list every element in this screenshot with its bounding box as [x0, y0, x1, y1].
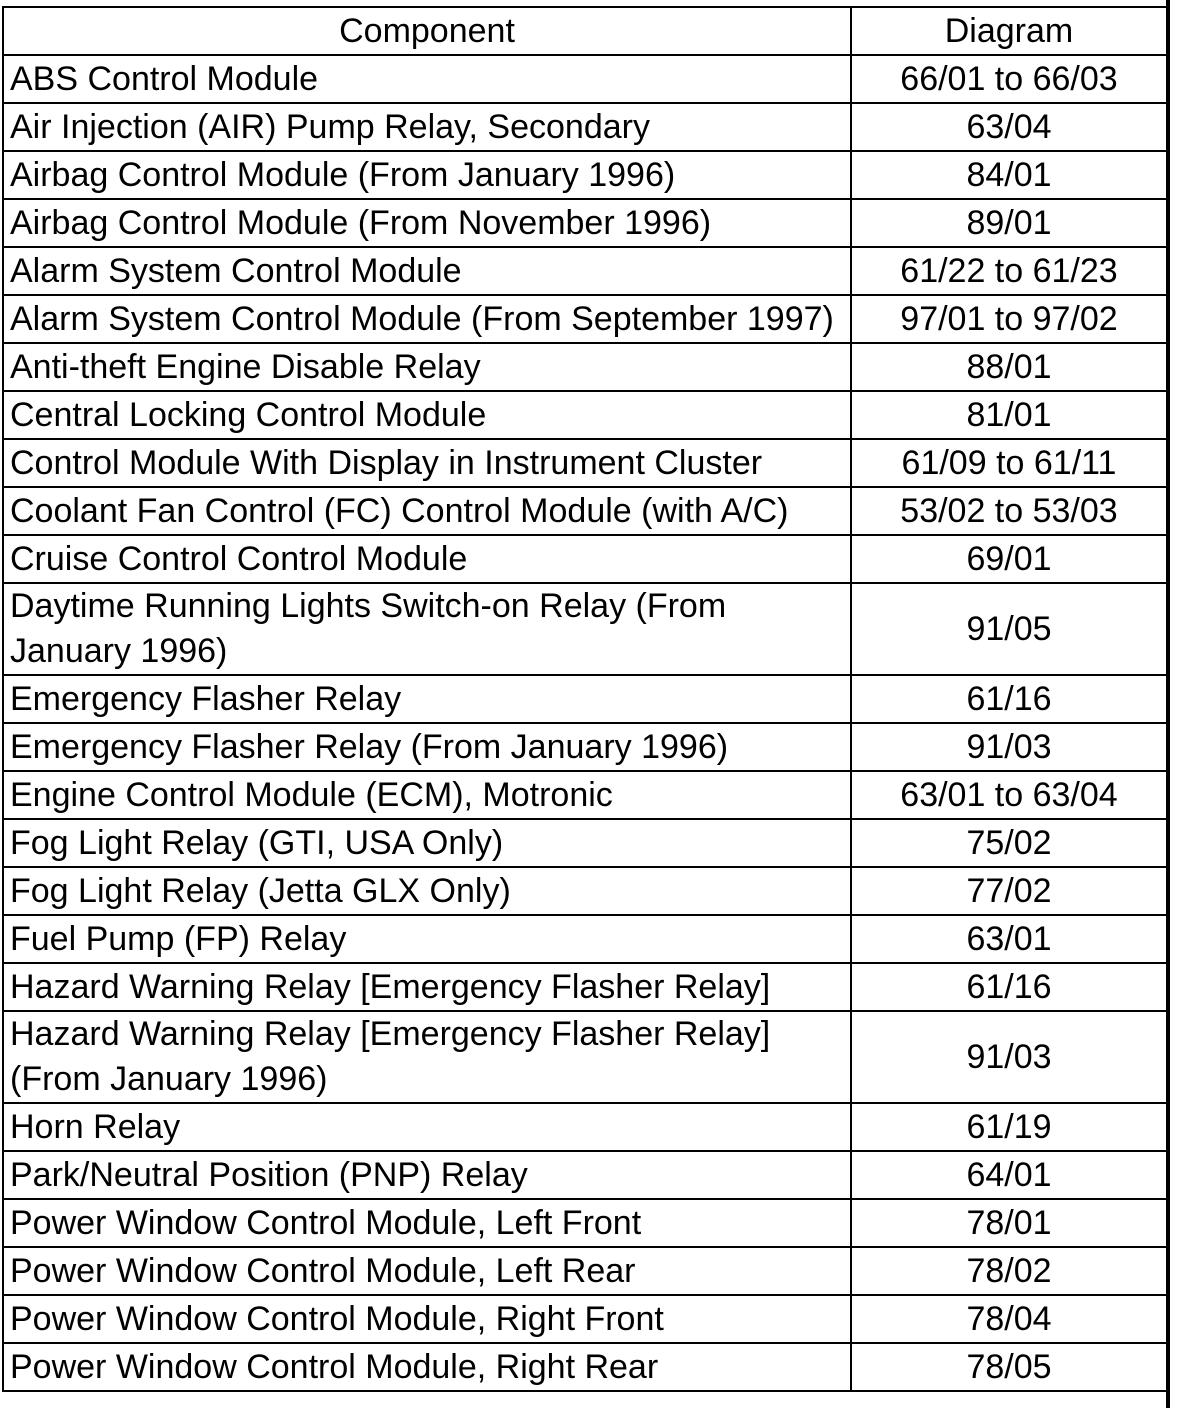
table-row [3, 1343, 1167, 1391]
diagram-cell: 91/03 [851, 1011, 1167, 1103]
table-row [3, 963, 1167, 1011]
table-row [3, 583, 1167, 675]
component-cell: Daytime Running Lights Switch-on Relay (From January 1996) [3, 583, 851, 675]
component-cell: Power Window Control Module, Left Rear [3, 1247, 851, 1295]
table-row [3, 439, 1167, 487]
table-row [3, 1103, 1167, 1151]
component-cell: Control Module With Display in Instrument Cluster [3, 439, 851, 487]
component-cell: Horn Relay [3, 1103, 851, 1151]
diagram-cell: 89/01 [851, 199, 1167, 247]
column-header-diagram: Diagram [851, 7, 1167, 55]
diagram-cell: 91/03 [851, 723, 1167, 771]
component-cell: Fuel Pump (FP) Relay [3, 915, 851, 963]
component-cell: Engine Control Module (ECM), Motronic [3, 771, 851, 819]
component-cell: Power Window Control Module, Right Front [3, 1295, 851, 1343]
table-row [3, 103, 1167, 151]
diagram-cell: 78/02 [851, 1247, 1167, 1295]
diagram-cell: 64/01 [851, 1151, 1167, 1199]
component-cell: Central Locking Control Module [3, 391, 851, 439]
component-cell: Fog Light Relay (Jetta GLX Only) [3, 867, 851, 915]
component-cell: Coolant Fan Control (FC) Control Module (with A/C) [3, 487, 851, 535]
component-cell: Power Window Control Module, Left Front [3, 1199, 851, 1247]
table-row [3, 1011, 1167, 1103]
table-row [3, 391, 1167, 439]
diagram-cell: 63/01 to 63/04 [851, 771, 1167, 819]
diagram-cell: 77/02 [851, 867, 1167, 915]
table-row [3, 1151, 1167, 1199]
diagram-cell: 84/01 [851, 151, 1167, 199]
component-cell: ABS Control Module [3, 55, 851, 103]
component-cell: Anti-theft Engine Disable Relay [3, 343, 851, 391]
component-cell: Cruise Control Control Module [3, 535, 851, 583]
component-cell: Power Window Control Module, Right Rear [3, 1343, 851, 1391]
diagram-cell: 66/01 to 66/03 [851, 55, 1167, 103]
table-row [3, 771, 1167, 819]
component-cell: Air Injection (AIR) Pump Relay, Secondary [3, 103, 851, 151]
diagram-cell: 78/05 [851, 1343, 1167, 1391]
diagram-cell: 75/02 [851, 819, 1167, 867]
diagram-cell: 78/01 [851, 1199, 1167, 1247]
table-row [3, 55, 1167, 103]
table-row [3, 199, 1167, 247]
table-row [3, 1199, 1167, 1247]
table-row [3, 151, 1167, 199]
diagram-cell: 53/02 to 53/03 [851, 487, 1167, 535]
diagram-cell: 61/16 [851, 963, 1167, 1011]
diagram-cell: 97/01 to 97/02 [851, 295, 1167, 343]
table-row [3, 343, 1167, 391]
table-row [3, 487, 1167, 535]
component-cell: Alarm System Control Module (From September 1997) [3, 295, 851, 343]
diagram-cell: 88/01 [851, 343, 1167, 391]
table-row [3, 1295, 1167, 1343]
component-cell: Emergency Flasher Relay [3, 675, 851, 723]
diagram-cell: 78/04 [851, 1295, 1167, 1343]
table-row [3, 819, 1167, 867]
table-row [3, 675, 1167, 723]
diagram-cell: 61/22 to 61/23 [851, 247, 1167, 295]
column-header-component: Component [3, 7, 851, 55]
diagram-cell: 81/01 [851, 391, 1167, 439]
table-row [3, 247, 1167, 295]
component-cell: Airbag Control Module (From January 1996) [3, 151, 851, 199]
table-header-row [3, 7, 1167, 55]
component-cell: Emergency Flasher Relay (From January 1996) [3, 723, 851, 771]
table-row [3, 535, 1167, 583]
diagram-cell: 63/01 [851, 915, 1167, 963]
diagram-cell: 63/04 [851, 103, 1167, 151]
component-cell: Fog Light Relay (GTI, USA Only) [3, 819, 851, 867]
component-diagram-table [2, 6, 1168, 1392]
table-row [3, 723, 1167, 771]
diagram-cell: 91/05 [851, 583, 1167, 675]
diagram-cell: 61/09 to 61/11 [851, 439, 1167, 487]
diagram-cell: 69/01 [851, 535, 1167, 583]
component-cell: Park/Neutral Position (PNP) Relay [3, 1151, 851, 1199]
component-cell: Airbag Control Module (From November 1996) [3, 199, 851, 247]
table-row [3, 915, 1167, 963]
diagram-cell: 61/16 [851, 675, 1167, 723]
component-cell: Hazard Warning Relay [Emergency Flasher Relay] [3, 963, 851, 1011]
table-row [3, 295, 1167, 343]
table-row [3, 1247, 1167, 1295]
table-row [3, 867, 1167, 915]
table-body [3, 55, 1167, 1391]
component-cell: Alarm System Control Module [3, 247, 851, 295]
component-cell: Hazard Warning Relay [Emergency Flasher Relay] (From January 1996) [3, 1011, 851, 1103]
diagram-cell: 61/19 [851, 1103, 1167, 1151]
